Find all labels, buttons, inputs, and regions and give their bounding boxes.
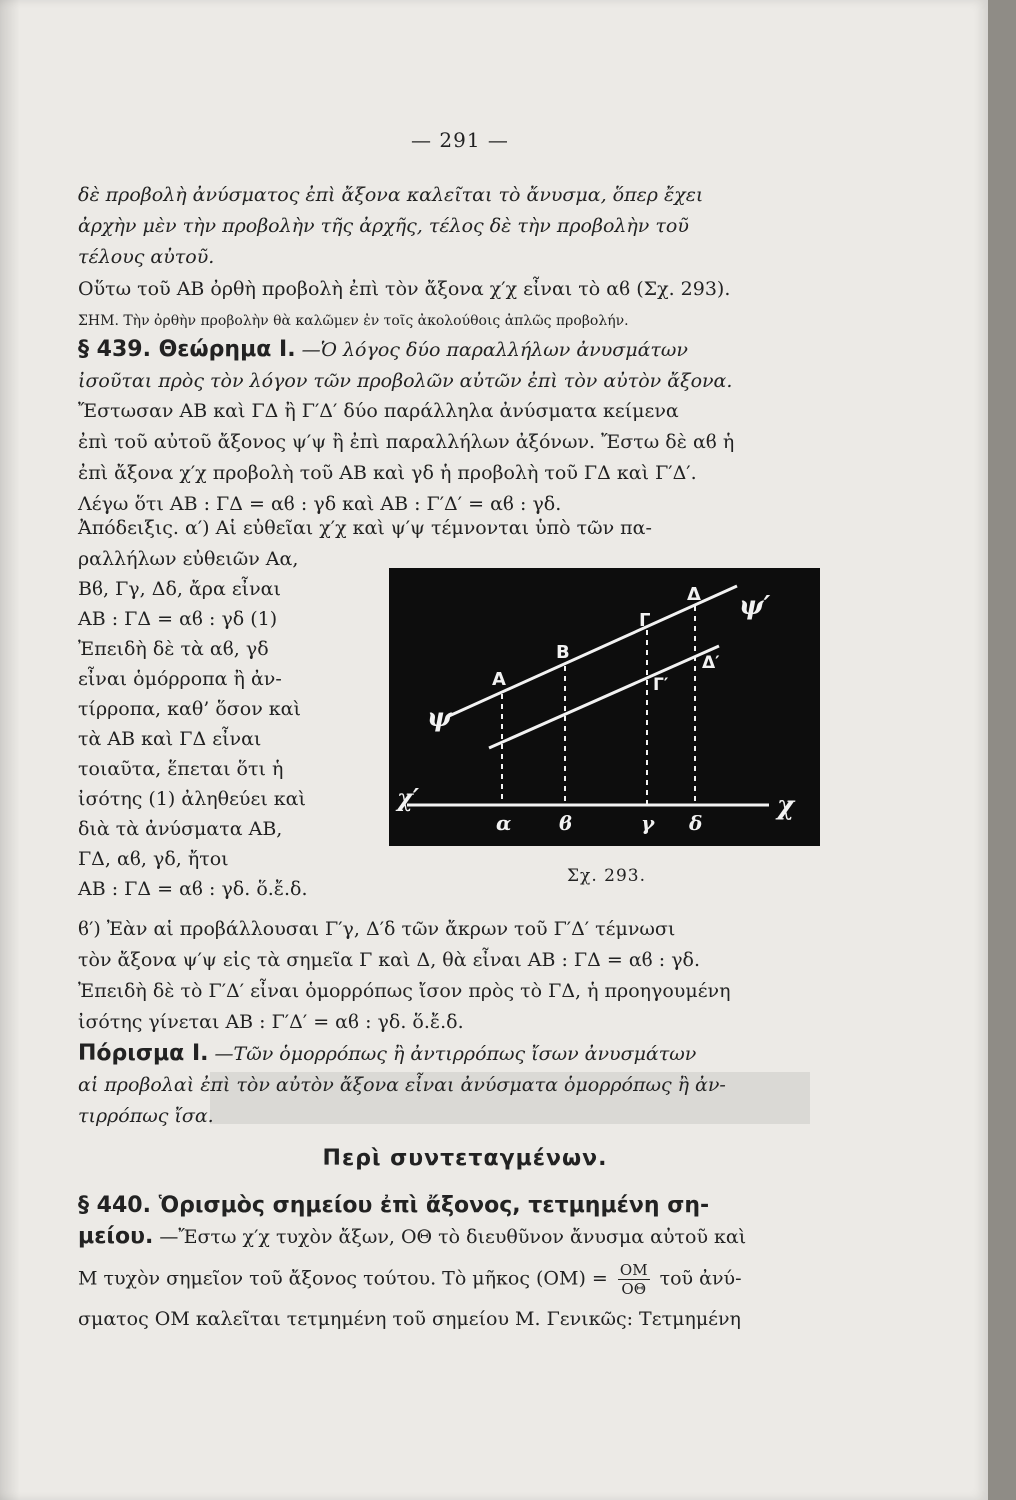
label-beta: ϐ <box>559 811 573 835</box>
theorem-heading: § 439. Θεώρημα I. <box>78 337 296 362</box>
proof-b-line-4: ἰσότης γίνεται AB : Γ′Δ′ = αϐ : γδ. ὅ.ἔ.δ. <box>78 1011 464 1033</box>
theorem-body <box>78 396 850 520</box>
body-line-3: ἐπὶ ἄξονα χ′χ προβολὴ τοῦ AB καὶ γδ ἡ προβολὴ τοῦ ΓΔ καὶ Γ′Δ′. <box>78 462 697 484</box>
proof-left-line: AB : ΓΔ = αϐ : γδ. ὅ.ἔ.δ. <box>78 878 308 900</box>
proof-left-line: διὰ τὰ ἀνύσματα AB, <box>78 818 283 840</box>
proof-part-b <box>78 914 850 1038</box>
corollary-text-1: —Τῶν ὁμορρόπως ἢ ἀντιρρόπως ἴσων ἀνυσμάτων <box>214 1043 697 1065</box>
proof-left-line: ἰσότης (1) ἀληθεύει καὶ <box>78 788 306 810</box>
proof-left-column <box>78 544 378 904</box>
theorem-text-1: —Ὁ λόγος δύο παραλλήλων ἀνυσμάτων <box>301 339 688 361</box>
projection-text: Οὕτω τοῦ AB ὀρθὴ προβολὴ ἐπὶ τὸν ἄξονα χ′χ εἶναι τὸ αϐ (Σχ. 293). <box>78 278 731 300</box>
body-line-1: Ἔστωσαν AB καὶ ΓΔ ἢ Γ′Δ′ δύο παράλληλα ἀνύσματα κείμενα <box>78 400 679 422</box>
proof-left-line: Bϐ, Γγ, Δδ, ἄρα εἶναι <box>78 578 281 600</box>
label-alpha: α <box>496 811 512 835</box>
proof-b-line-1: ϐ′) Ἐὰν αἱ προβάλλουσαι Γ′γ, Δ′δ τῶν ἄκρων τοῦ Γ′Δ′ τέμνωσι <box>78 918 676 940</box>
definition-text-1: —Ἔστω χ′χ τυχὸν ἄξων, OΘ τὸ διευθῦνον ἄνυσμα αὐτοῦ καὶ <box>159 1226 747 1248</box>
proof-intro-line: Ἀπόδειξις. α′) Αἱ εὐθεῖαι χ′χ καὶ ψ′ψ τέμνονται ὑπὸ τῶν πα- <box>78 517 652 539</box>
intro-line-2: ἀρχὴν μὲν τὴν προβολὴν τῆς ἀρχῆς, τέλος δὲ τὴν προβολὴν τοῦ <box>78 215 689 237</box>
corollary-heading: Πόρισμα I. <box>78 1041 209 1066</box>
definition-text-2a: M τυχὸν σημεῖον τοῦ ἄξονος τούτου. Τὸ μῆκος (OM) = <box>78 1267 608 1290</box>
proof-intro <box>78 513 850 544</box>
figure-caption: Σχ. 293. <box>567 866 646 886</box>
projection-line <box>78 274 850 305</box>
label-chi: χ <box>777 791 795 821</box>
definition-heading-1: § 440. Ὁρισμὸς σημείου ἐπὶ ἄξονος, τετμημένη ση- <box>78 1193 710 1218</box>
proof-left-line: ΓΔ, αϐ, γδ, ἤτοι <box>78 848 229 870</box>
theorem-text-2: ἰσοῦται πρὸς τὸν λόγον τῶν προβολῶν αὐτῶν ἐπὶ τὸν αὐτὸν ἄξονα. <box>78 370 733 392</box>
corollary-text-2: αἱ προβολαὶ ἐπὶ τὸν αὐτὸν ἄξονα εἶναι ἀνύσματα ὁμορρόπως ἢ ἀν- <box>78 1074 726 1096</box>
length-fraction <box>618 1261 650 1298</box>
label-delta: δ <box>689 811 703 835</box>
definition-block <box>78 1190 850 1335</box>
proof-b-line-3: Ἐπειδὴ δὲ τὸ Γ′Δ′ εἶναι ὁμορρόπως ἴσον πρὸς τὸ ΓΔ, ἡ προηγουμένη <box>78 980 731 1002</box>
fraction-numerator: OM <box>619 1261 648 1279</box>
proof-left-line: Ἐπειδὴ δὲ τὰ αϐ, γδ <box>78 638 269 660</box>
proof-left-line: τοιαῦτα, ἕπεται ὅτι ἡ <box>78 758 284 780</box>
label-G: Γ <box>639 610 651 631</box>
intro-line-1: δὲ προβολὴ ἀνύσματος ἐπὶ ἄξονα καλεῖται τὸ ἄνυσμα, ὅπερ ἔχει <box>78 184 704 206</box>
label-D-prime: Δ′ <box>702 653 720 673</box>
definition-heading-2: μείου. <box>78 1224 154 1249</box>
note-line <box>78 309 850 333</box>
fraction-denominator: OΘ <box>621 1280 647 1298</box>
proof-left-line: εἶναι ὁμόρροπα ἢ ἀν- <box>78 668 282 690</box>
label-psi-prime: ψ′ <box>739 591 771 621</box>
label-A: A <box>492 669 506 690</box>
proof-left-line: τὰ AB καὶ ΓΔ εἶναι <box>78 728 262 750</box>
y-axis-line <box>449 586 737 716</box>
figure-293 <box>389 568 820 846</box>
intro-paragraph <box>78 180 850 273</box>
label-G-prime: Γ′ <box>653 675 669 695</box>
projection-diagram <box>389 568 820 846</box>
label-gamma: γ <box>641 811 655 835</box>
parallel-line <box>489 646 719 748</box>
definition-text-3: σματος OM καλεῖται τετμημένη τοῦ σημείου M. Γενικῶς: Τετμημένη <box>78 1308 741 1330</box>
section-title: Περὶ συντεταγμένων. <box>322 1146 608 1171</box>
corollary-block <box>78 1038 850 1132</box>
note-text: ΣΗΜ. Τὴν ὀρθὴν προβολὴν θὰ καλῶμεν ἐν τοῖς ἀκολούθοις ἁπλῶς προβολήν. <box>78 313 629 329</box>
intro-line-3: τέλους αὐτοῦ. <box>78 246 215 268</box>
label-chi-prime: χ′ <box>397 783 420 812</box>
proof-left-line: AB : ΓΔ = αϐ : γδ (1) <box>78 608 278 630</box>
proof-b-line-2: τὸν ἄξονα ψ′ψ εἰς τὰ σημεῖα Γ καὶ Δ, θὰ εἶναι AB : ΓΔ = αϐ : γδ. <box>78 949 701 971</box>
spine-shadow <box>0 0 20 1500</box>
label-B: B <box>556 642 570 663</box>
definition-text-2b: τοῦ ἀνύ- <box>659 1267 742 1290</box>
page-number: — 291 — <box>411 128 509 152</box>
theorem-block <box>78 334 850 397</box>
proof-left-line: ραλλήλων εὐθειῶν Aα, <box>78 548 299 570</box>
body-line-4: Λέγω ὅτι AB : ΓΔ = αϐ : γδ καὶ AB : Γ′Δ′ = αϐ : γδ. <box>78 493 562 515</box>
label-psi: ψ <box>427 703 452 733</box>
corollary-text-3: τιρρόπως ἴσα. <box>78 1105 214 1127</box>
proof-left-line: τίρροπα, καθ’ ὅσον καὶ <box>78 698 301 720</box>
label-D: Δ <box>687 584 701 605</box>
body-line-2: ἐπὶ τοῦ αὐτοῦ ἄξονος ψ′ψ ἢ ἐπὶ παραλλήλων ἀξόνων. Ἔστω δὲ αϐ ἡ <box>78 431 735 453</box>
